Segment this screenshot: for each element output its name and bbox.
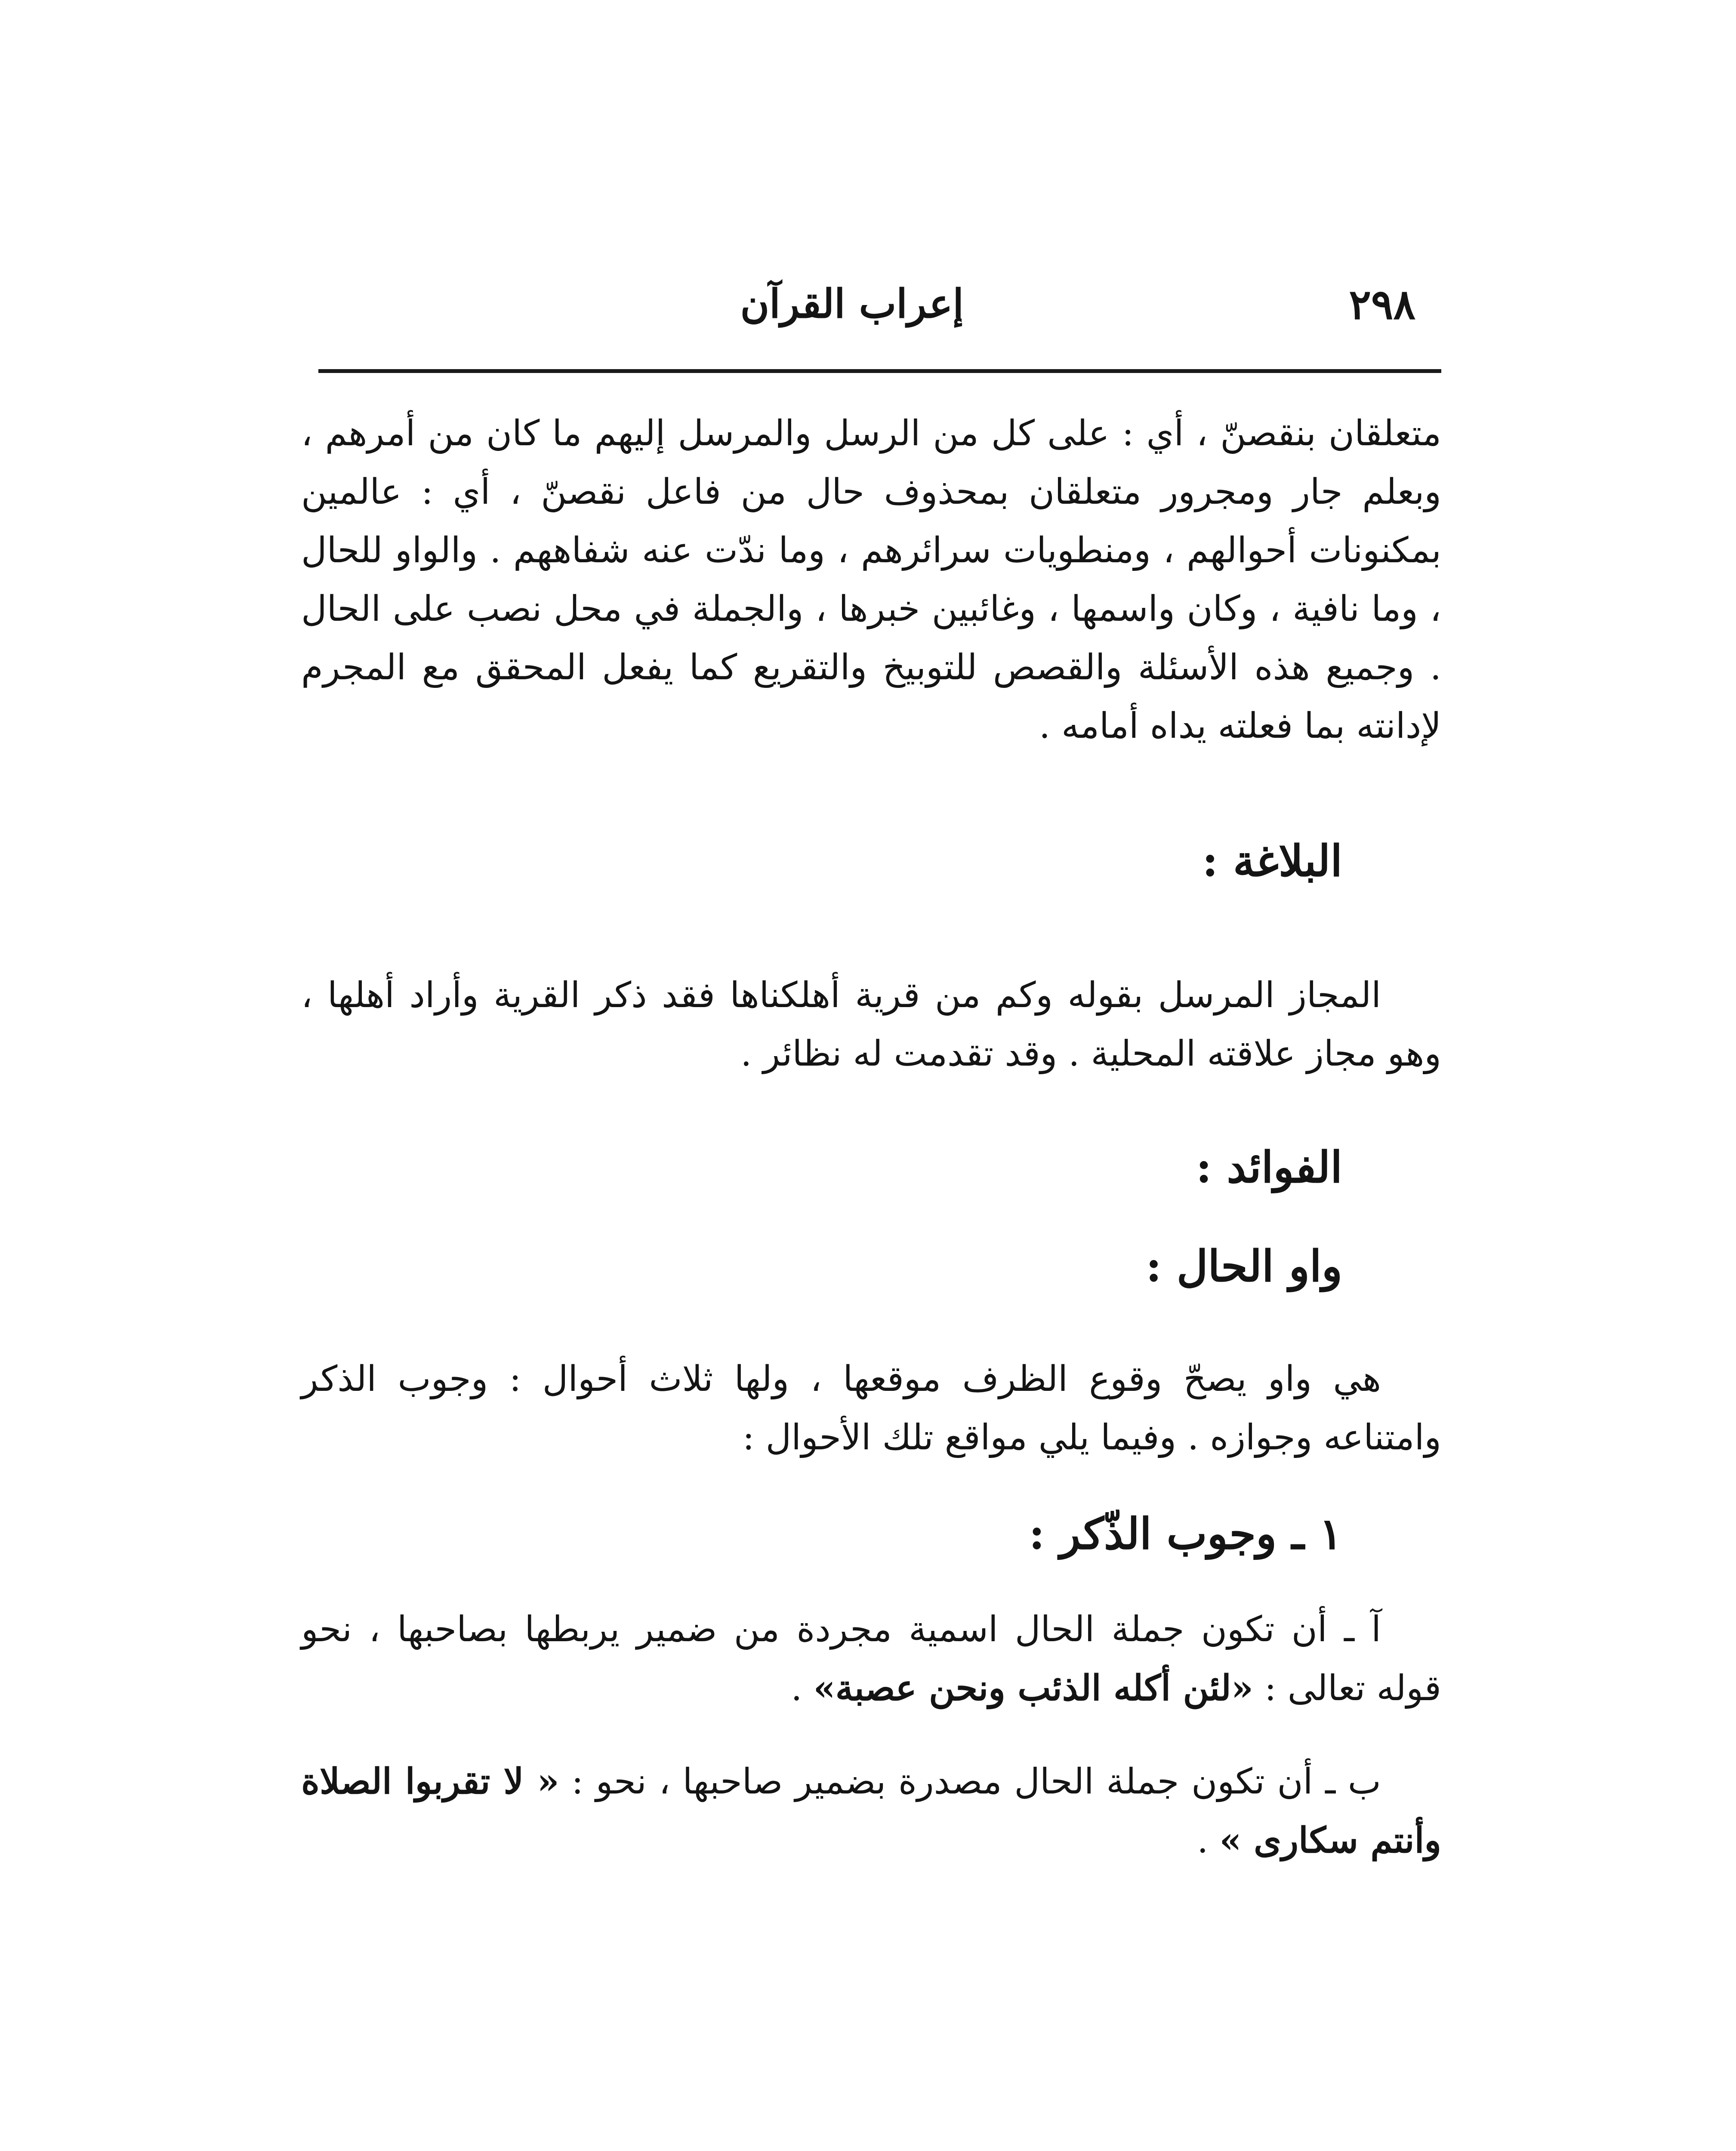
- heading-waw-alhal: واو الحال :: [1146, 1241, 1342, 1291]
- page-number: ٢٩٨: [1349, 280, 1415, 329]
- paragraph-irab: متعلقان بنقصنّ ، أي : على كل من الرسل والمرسل إليهم ما كان من أمرهم ، وبعلم جار ومجرور متعلقان بمحذوف حال من فاعل نقصنّ ، أي : عالمين بمكنونات أحوالهم ، ومنطويات سرائرهم ، وما ندّت عنه شفاههم . والواو للحال ، وما نافية ، وكان واسمها ، وغائبين خبرها ، والجملة في محل نصب على الحال . وجميع هذه الأسئلة والقصص للتوبيخ والتقريع كما يفعل المحقق مع المجرم لإدانته بما فعلته يداه أمامه .: [301, 413, 1441, 746]
- heading-wujub-althikr: ١ ـ وجوب الذّكر :: [1029, 1508, 1342, 1559]
- case-a-text: آ ـ أن تكون جملة الحال اسمية مجردة من ضمير يربطها بصاحبها ، نحو قوله تعالى :: [301, 1609, 1441, 1709]
- paragraph-case-b: [301, 1752, 1441, 1870]
- paragraph-case-a: [301, 1600, 1441, 1718]
- case-b-end: .: [1197, 1820, 1220, 1861]
- heading-balagha: البلاغة :: [1202, 835, 1342, 886]
- case-b-text: ب ـ أن تكون جملة الحال مصدرة بضمير صاحبها ، نحو :: [559, 1761, 1381, 1802]
- case-a-end: .: [791, 1668, 814, 1709]
- page-body: [301, 404, 1441, 1870]
- heading-fawaid: الفوائد :: [1196, 1142, 1342, 1193]
- quran-verse-a: «لئن أكله الذئب ونحن عصبة»: [813, 1667, 1253, 1709]
- page-header: [318, 275, 1441, 370]
- quran-verse-b: « لا تقربوا الصلاة وأنتم سكارى »: [301, 1761, 1441, 1861]
- header-rule: [318, 369, 1441, 373]
- paragraph-majaz: المجاز المرسل بقوله وكم من قرية أهلكناها فقد ذكر القرية وأراد أهلها ، وهو مجاز علاقته المحلية . وقد تقدمت له نظائر .: [301, 975, 1441, 1074]
- running-title: إعراب القرآن: [740, 280, 964, 327]
- paragraph-waw-definition: هي واو يصحّ وقوع الظرف موقعها ، ولها ثلاث أحوال : وجوب الذكر وامتناعه وجوازه . وفيما يلي مواقع تلك الأحوال :: [301, 1359, 1441, 1458]
